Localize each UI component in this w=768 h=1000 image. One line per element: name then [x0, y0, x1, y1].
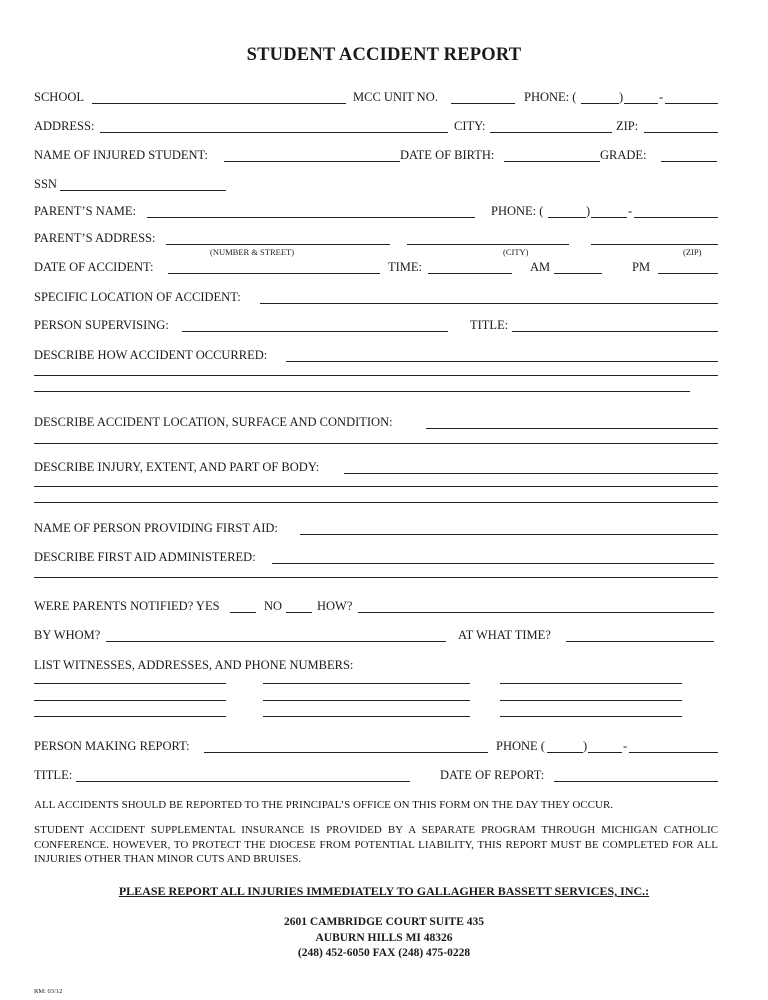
mailing-address — [0, 915, 768, 962]
school-phone-label: PHONE: ( — [524, 90, 577, 104]
specific-location-field[interactable] — [260, 303, 718, 304]
address-line-1: 2601 CAMBRIDGE COURT SUITE 435 — [283, 916, 485, 928]
what-time-field[interactable] — [566, 641, 714, 642]
injured-student-row — [34, 147, 718, 165]
reporter-title-field[interactable] — [76, 781, 410, 782]
describe-location-row — [34, 414, 718, 432]
describe-how-field[interactable] — [286, 361, 718, 362]
first-aid-person-field[interactable] — [300, 534, 718, 535]
am-label: AM — [530, 260, 551, 274]
reporter-phone-paren: ) — [583, 739, 588, 753]
first-aid-desc-label: DESCRIBE FIRST AID ADMINISTERED: — [34, 550, 256, 564]
grade-field[interactable] — [661, 161, 717, 162]
describe-how-line-3[interactable] — [34, 391, 690, 392]
notified-yes-field[interactable] — [230, 612, 256, 613]
school-field[interactable] — [92, 103, 346, 104]
address-row — [34, 118, 718, 136]
describe-location-field[interactable] — [426, 428, 718, 429]
notified-no-field[interactable] — [286, 612, 312, 613]
pm-field[interactable] — [658, 273, 718, 274]
principal-notice: ALL ACCIDENTS SHOULD BE REPORTED TO THE PRINCIPAL’S OFFICE ON THIS FORM ON THE DAY THEY OCCUR. — [34, 799, 614, 811]
describe-injury-label: DESCRIBE INJURY, EXTENT, AND PART OF BODY: — [34, 460, 320, 474]
parent-phone-label: PHONE: ( — [491, 204, 544, 218]
witnesses-label: LIST WITNESSES, ADDRESSES, AND PHONE NUMBERS: — [34, 658, 354, 672]
city-sublabel: (CITY) — [503, 247, 529, 257]
report-date-field[interactable] — [554, 781, 718, 782]
specific-location-label: SPECIFIC LOCATION OF ACCIDENT: — [34, 290, 241, 304]
address-label: ADDRESS: — [34, 119, 95, 133]
describe-how-row — [34, 347, 718, 365]
witness-2-name-field[interactable] — [34, 700, 226, 701]
school-phone-number-field[interactable] — [665, 103, 718, 104]
reporter-phone-label: PHONE ( — [496, 739, 545, 753]
insurance-notice: STUDENT ACCIDENT SUPPLEMENTAL INSURANCE IS PROVIDED BY A SEPARATE PROGRAM THROUGH MICHIGAN CATHOLIC CONFERENCE. HOWEVER, TO PROTECT THE DIOCESE FROM POTENTIAL LIABILITY, THIS REPORT MUST BE COMPLETED FOR ALL INJURIES OTHER THAN MINOR CUTS AND BRUISES. — [34, 824, 718, 866]
injured-name-field[interactable] — [224, 161, 400, 162]
first-aid-desc-row — [34, 549, 718, 567]
ssn-field[interactable] — [60, 190, 226, 191]
parent-zip-field[interactable] — [591, 244, 718, 245]
ssn-label: SSN — [34, 177, 57, 191]
parent-phone-area-field[interactable] — [548, 217, 586, 218]
describe-injury-line-2[interactable] — [34, 486, 718, 487]
by-whom-label: BY WHOM? — [34, 628, 101, 642]
notified-no-label: NO — [264, 599, 283, 613]
describe-how-line-2[interactable] — [34, 375, 718, 376]
reporter-phone-number-field[interactable] — [629, 752, 718, 753]
accident-date-label: DATE OF ACCIDENT: — [34, 260, 154, 274]
zip-sublabel: (ZIP) — [683, 247, 702, 257]
reporter-label: PERSON MAKING REPORT: — [34, 739, 190, 753]
parents-notified-row — [34, 598, 718, 616]
grade-label: GRADE: — [600, 148, 647, 162]
time-field[interactable] — [428, 273, 512, 274]
reporter-field[interactable] — [204, 752, 488, 753]
mcc-unit-field[interactable] — [451, 103, 515, 104]
dob-field[interactable] — [504, 161, 600, 162]
witness-1-name-field[interactable] — [34, 683, 226, 684]
supervising-field[interactable] — [182, 331, 448, 332]
am-field[interactable] — [554, 273, 602, 274]
zip-field[interactable] — [644, 132, 718, 133]
first-aid-desc-line-2[interactable] — [34, 577, 718, 578]
address-line-3: (248) 452-6050 FAX (248) 475-0228 — [297, 947, 471, 959]
time-label: TIME: — [388, 260, 423, 274]
reporter-row — [34, 738, 718, 756]
school-phone-prefix-field[interactable] — [624, 103, 658, 104]
city-label: CITY: — [454, 119, 486, 133]
parent-name-label: PARENT’S NAME: — [34, 204, 136, 218]
school-phone-dash: - — [659, 90, 664, 104]
reporter-phone-prefix-field[interactable] — [588, 752, 622, 753]
address-line-2: AUBURN HILLS MI 48326 — [315, 931, 453, 944]
describe-injury-row — [34, 459, 718, 477]
by-whom-row — [34, 627, 718, 645]
report-instruction: PLEASE REPORT ALL INJURIES IMMEDIATELY TO GALLAGHER BASSETT SERVICES, INC.: — [118, 884, 650, 898]
first-aid-person-row — [34, 520, 718, 538]
report-title-row — [34, 767, 718, 785]
city-field[interactable] — [490, 132, 612, 133]
notified-how-field[interactable] — [358, 612, 714, 613]
parent-phone-number-field[interactable] — [634, 217, 718, 218]
witness-1-phone-field[interactable] — [500, 683, 682, 684]
witness-3-address-field[interactable] — [263, 716, 470, 717]
accident-date-field[interactable] — [168, 273, 380, 274]
witness-1-address-field[interactable] — [263, 683, 470, 684]
witness-2-address-field[interactable] — [263, 700, 470, 701]
witness-3-name-field[interactable] — [34, 716, 226, 717]
parents-notified-label: WERE PARENTS NOTIFIED? YES — [34, 599, 220, 613]
report-date-label: DATE OF REPORT: — [440, 768, 545, 782]
notified-how-label: HOW? — [317, 599, 353, 613]
school-row — [34, 89, 718, 107]
what-time-label: AT WHAT TIME? — [458, 628, 551, 642]
supervisor-title-label: TITLE: — [470, 318, 509, 332]
reporter-title-label: TITLE: — [34, 768, 73, 782]
first-aid-desc-field[interactable] — [272, 563, 714, 564]
dob-label: DATE OF BIRTH: — [400, 148, 495, 162]
parent-city-field[interactable] — [407, 244, 569, 245]
describe-location-line-2[interactable] — [34, 443, 718, 444]
supervising-row — [34, 317, 718, 335]
revision-code: RM: 03/12 — [34, 988, 63, 995]
describe-how-label: DESCRIBE HOW ACCIDENT OCCURRED: — [34, 348, 268, 362]
ssn-row — [34, 176, 718, 194]
street-sublabel: (NUMBER & STREET) — [210, 247, 295, 257]
supervisor-title-field[interactable] — [512, 331, 718, 332]
mcc-unit-label: MCC UNIT NO. — [353, 90, 438, 104]
describe-injury-line-3[interactable] — [34, 502, 718, 503]
parent-street-field[interactable] — [166, 244, 390, 245]
school-phone-paren: ) — [619, 90, 624, 104]
describe-location-label: DESCRIBE ACCIDENT LOCATION, SURFACE AND CONDITION: — [34, 415, 393, 429]
zip-label: ZIP: — [616, 119, 639, 133]
parent-address-row — [34, 230, 718, 248]
parent-address-label: PARENT’S ADDRESS: — [34, 231, 156, 245]
accident-date-row — [34, 259, 718, 277]
parent-name-row — [34, 203, 718, 221]
reporter-phone-dash: - — [623, 739, 628, 753]
witness-2-phone-field[interactable] — [500, 700, 682, 701]
parent-phone-prefix-field[interactable] — [591, 217, 627, 218]
form-title: STUDENT ACCIDENT REPORT — [246, 45, 522, 65]
by-whom-field[interactable] — [106, 641, 446, 642]
school-label: SCHOOL — [34, 90, 85, 104]
reporter-phone-area-field[interactable] — [547, 752, 583, 753]
specific-location-row — [34, 289, 718, 307]
parent-phone-paren: ) — [586, 204, 591, 218]
witnesses-row — [34, 657, 718, 675]
injured-name-label: NAME OF INJURED STUDENT: — [34, 148, 209, 162]
supervising-label: PERSON SUPERVISING: — [34, 318, 169, 332]
parent-name-field[interactable] — [147, 217, 475, 218]
witness-3-phone-field[interactable] — [500, 716, 682, 717]
address-field[interactable] — [100, 132, 448, 133]
school-phone-area-field[interactable] — [581, 103, 619, 104]
pm-label: PM — [632, 260, 651, 274]
parent-phone-dash: - — [628, 204, 633, 218]
first-aid-person-label: NAME OF PERSON PROVIDING FIRST AID: — [34, 521, 278, 535]
describe-injury-field[interactable] — [344, 473, 718, 474]
